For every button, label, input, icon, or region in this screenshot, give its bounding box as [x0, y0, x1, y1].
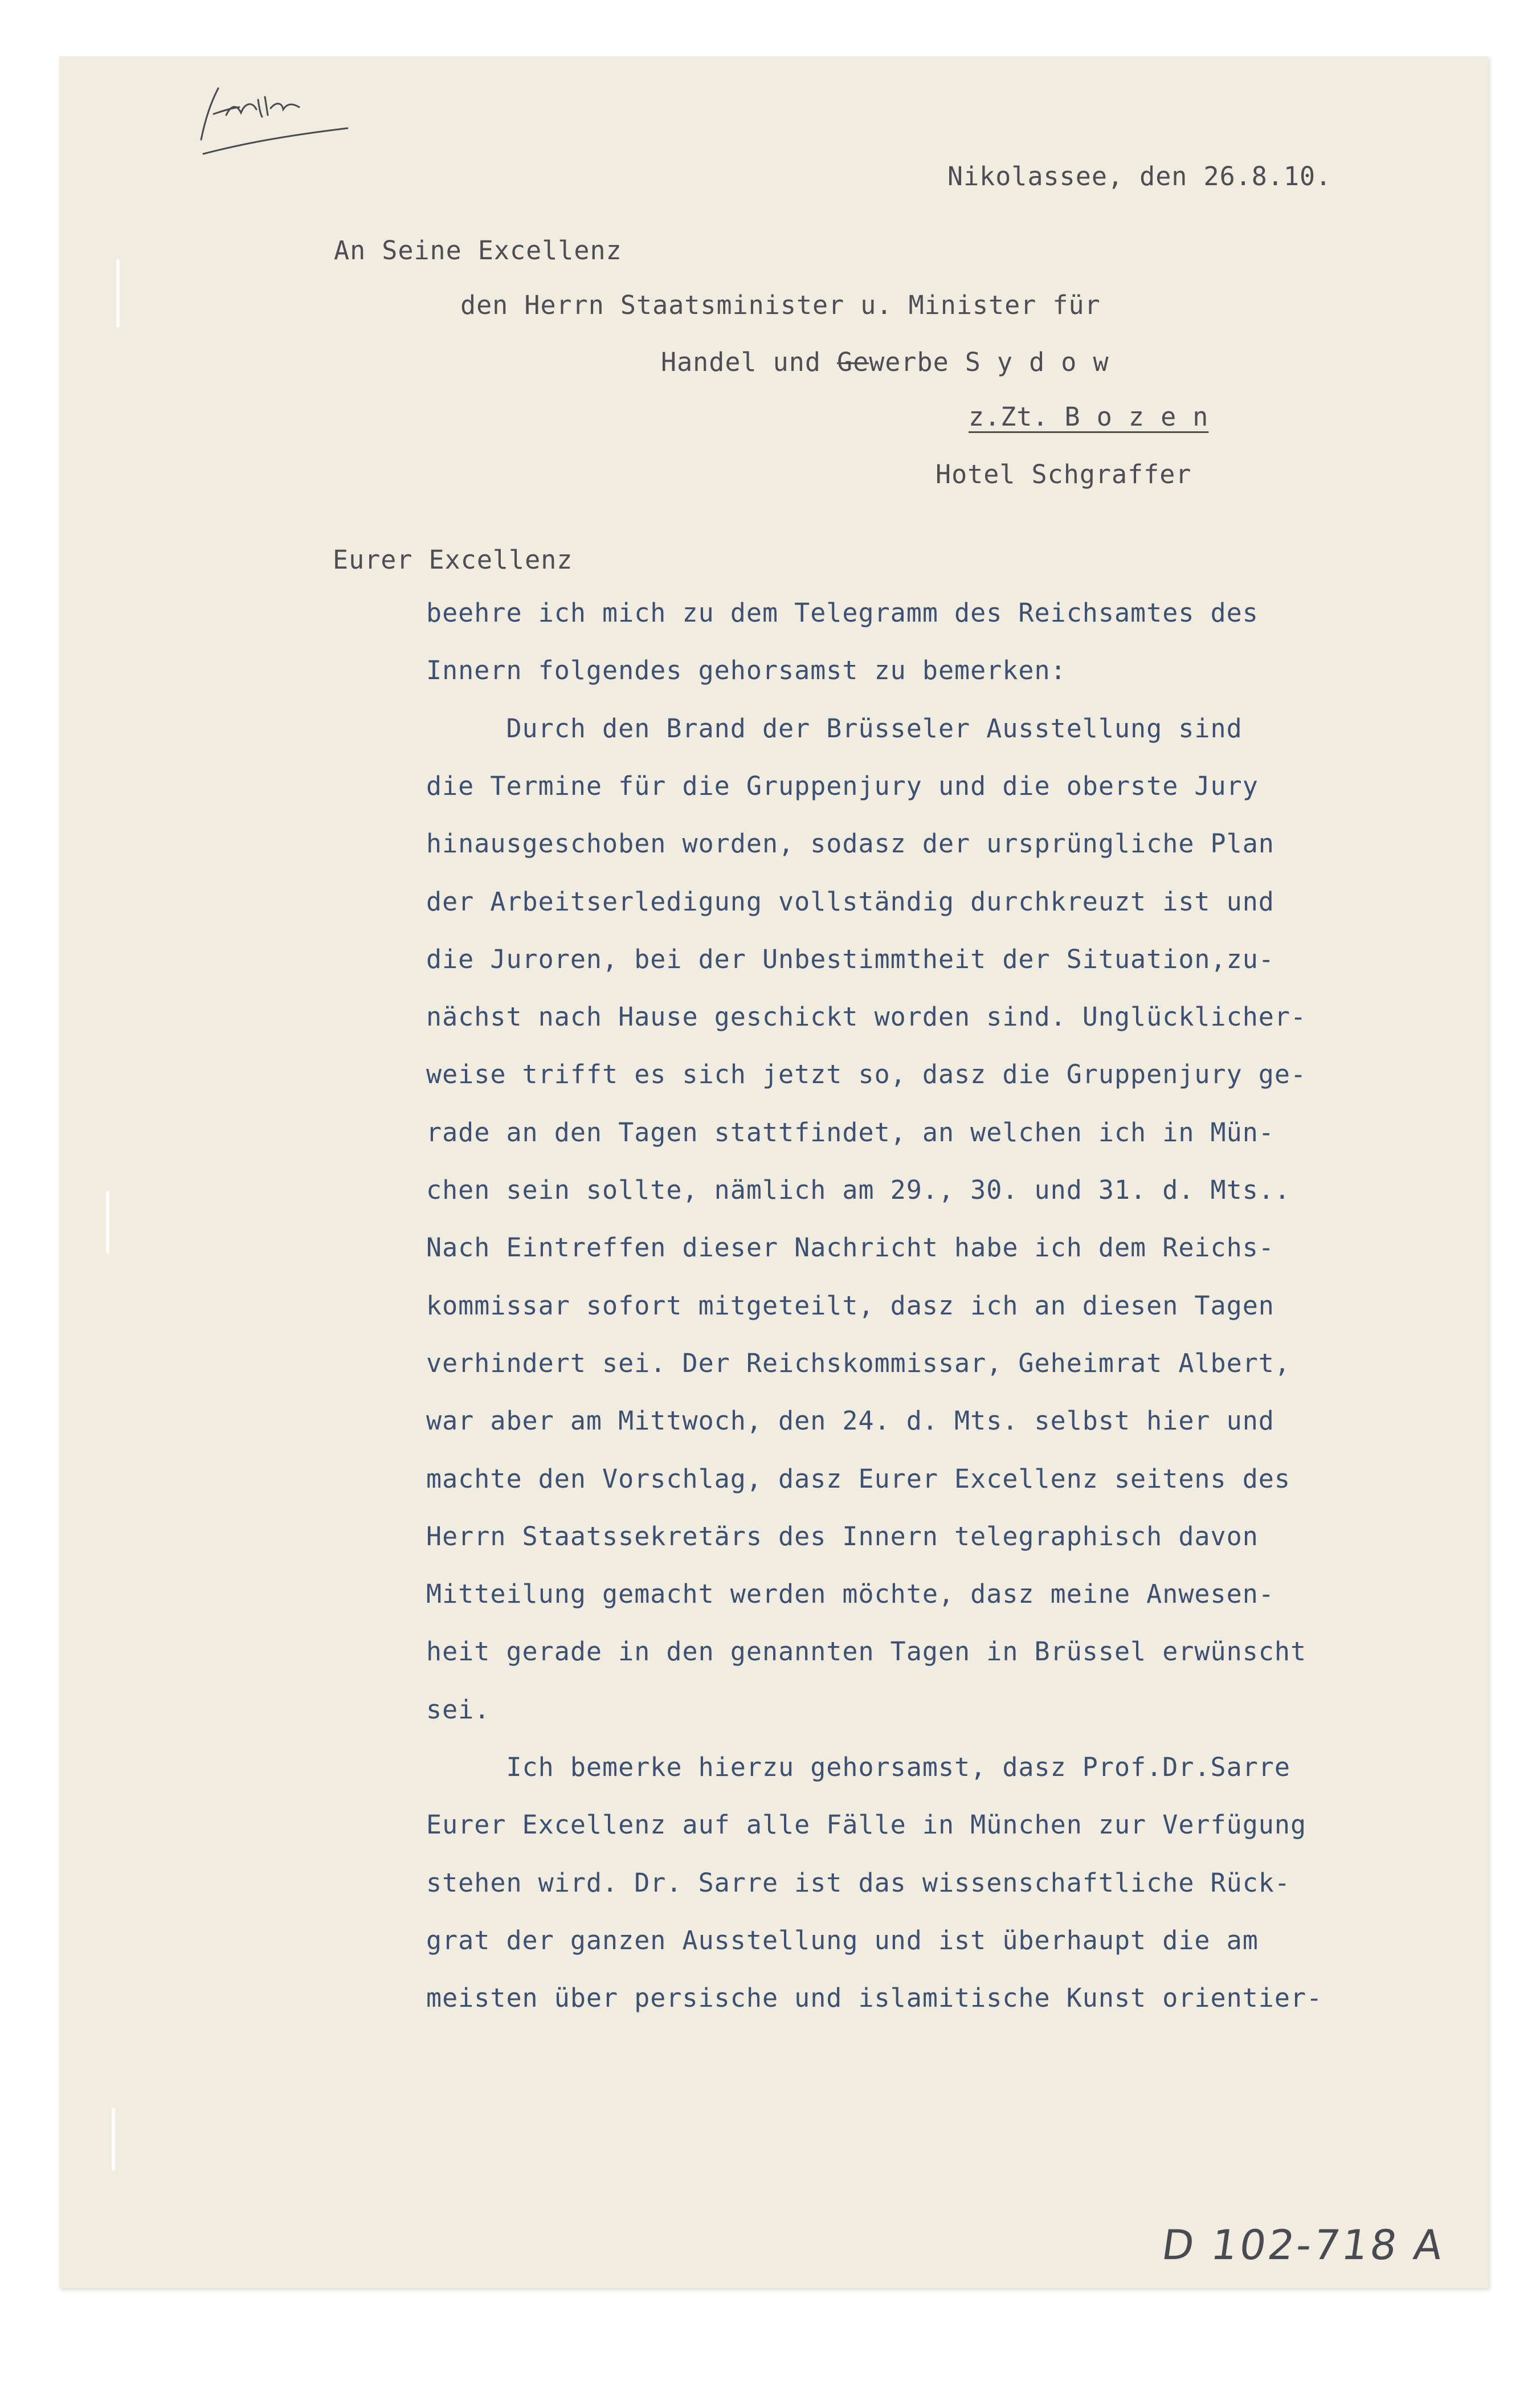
punch-hole-mark — [106, 1191, 109, 1253]
body-line: kommissar sofort mitgeteilt, dasz ich an diesen Tagen — [426, 1291, 1275, 1321]
body-line: Innern folgendes gehorsamst zu bemerken: — [426, 655, 1067, 685]
body-line: beehre ich mich zu dem Telegramm des Reichsamtes des — [426, 598, 1259, 628]
body-line: Nach Eintreffen dieser Nachricht habe ich dem Reichs- — [426, 1232, 1275, 1263]
body-line: machte den Vorschlag, dasz Eurer Excellenz seitens des — [426, 1464, 1290, 1494]
body-line: heit gerade in den genannten Tagen in Brüssel erwünscht — [426, 1636, 1307, 1667]
recipient-location: z.Zt. B o z e n — [969, 402, 1209, 432]
body-line: Durch den Brand der Brüsseler Ausstellung sind — [426, 713, 1243, 744]
body-line: chen sein sollte, nämlich am 29., 30. und 31. d. Mts.. — [426, 1175, 1290, 1205]
body-line: sei. — [426, 1694, 491, 1725]
body-line: die Termine für die Gruppenjury und die oberste Jury — [426, 771, 1259, 801]
body-line: meisten über persische und islamitische Kunst orientier- — [426, 1983, 1323, 2013]
punch-hole-mark — [112, 2108, 115, 2171]
salutation: Eurer Excellenz — [333, 545, 573, 575]
recipient-line-3-start: Handel und — [661, 347, 838, 377]
recipient-hotel: Hotel Schgraffer — [936, 459, 1192, 489]
body-line: grat der ganzen Ausstellung und ist überhaupt die am — [426, 1925, 1259, 1955]
recipient-line-2: den Herrn Staatsminister u. Minister für — [460, 290, 1101, 320]
recipient-line-1: An Seine Excellenz — [334, 235, 622, 266]
struck-correction: Ge — [837, 347, 869, 377]
body-line: der Arbeitserledigung vollständig durchkreuzt ist und — [426, 887, 1275, 917]
body-line: Eurer Excellenz auf alle Fälle in München zur Verfügung — [426, 1810, 1307, 1840]
body-line: stehen wird. Dr. Sarre ist das wissenschaftliche Rück- — [426, 1868, 1290, 1898]
body-line: die Juroren, bei der Unbestimmtheit der Situation,zu- — [426, 944, 1275, 974]
body-line: Ich bemerke hierzu gehorsamst, dasz Prof.Dr.Sarre — [426, 1752, 1290, 1782]
body-line: weise trifft es sich jetzt so, dasz die Gruppenjury ge- — [426, 1059, 1307, 1089]
body-line: verhindert sei. Der Reichskommissar, Geheimrat Albert, — [426, 1348, 1290, 1378]
recipient-line-3 — [661, 349, 1109, 375]
recipient-line-3-end: werbe S y d o w — [869, 347, 1109, 377]
body-line: Mitteilung gemacht werden möchte, dasz meine Anwesen- — [426, 1579, 1275, 1609]
letter-date: Nikolassee, den 26.8.10. — [947, 161, 1332, 191]
body-line: rade an den Tagen stattfindet, an welchen ich in Mün- — [426, 1117, 1275, 1148]
body-line: hinausgeschoben worden, sodasz der ursprüngliche Plan — [426, 828, 1275, 859]
punch-hole-mark — [116, 259, 120, 328]
body-line: Herrn Staatssekretärs des Innern telegraphisch davon — [426, 1521, 1259, 1551]
body-line: nächst nach Hause geschickt worden sind. Unglücklicher- — [426, 1002, 1307, 1032]
handwritten-annotation — [191, 74, 362, 165]
archive-signature: D 102-718 A — [1159, 2221, 1448, 2269]
body-line: war aber am Mittwoch, den 24. d. Mts. selbst hier und — [426, 1406, 1275, 1436]
